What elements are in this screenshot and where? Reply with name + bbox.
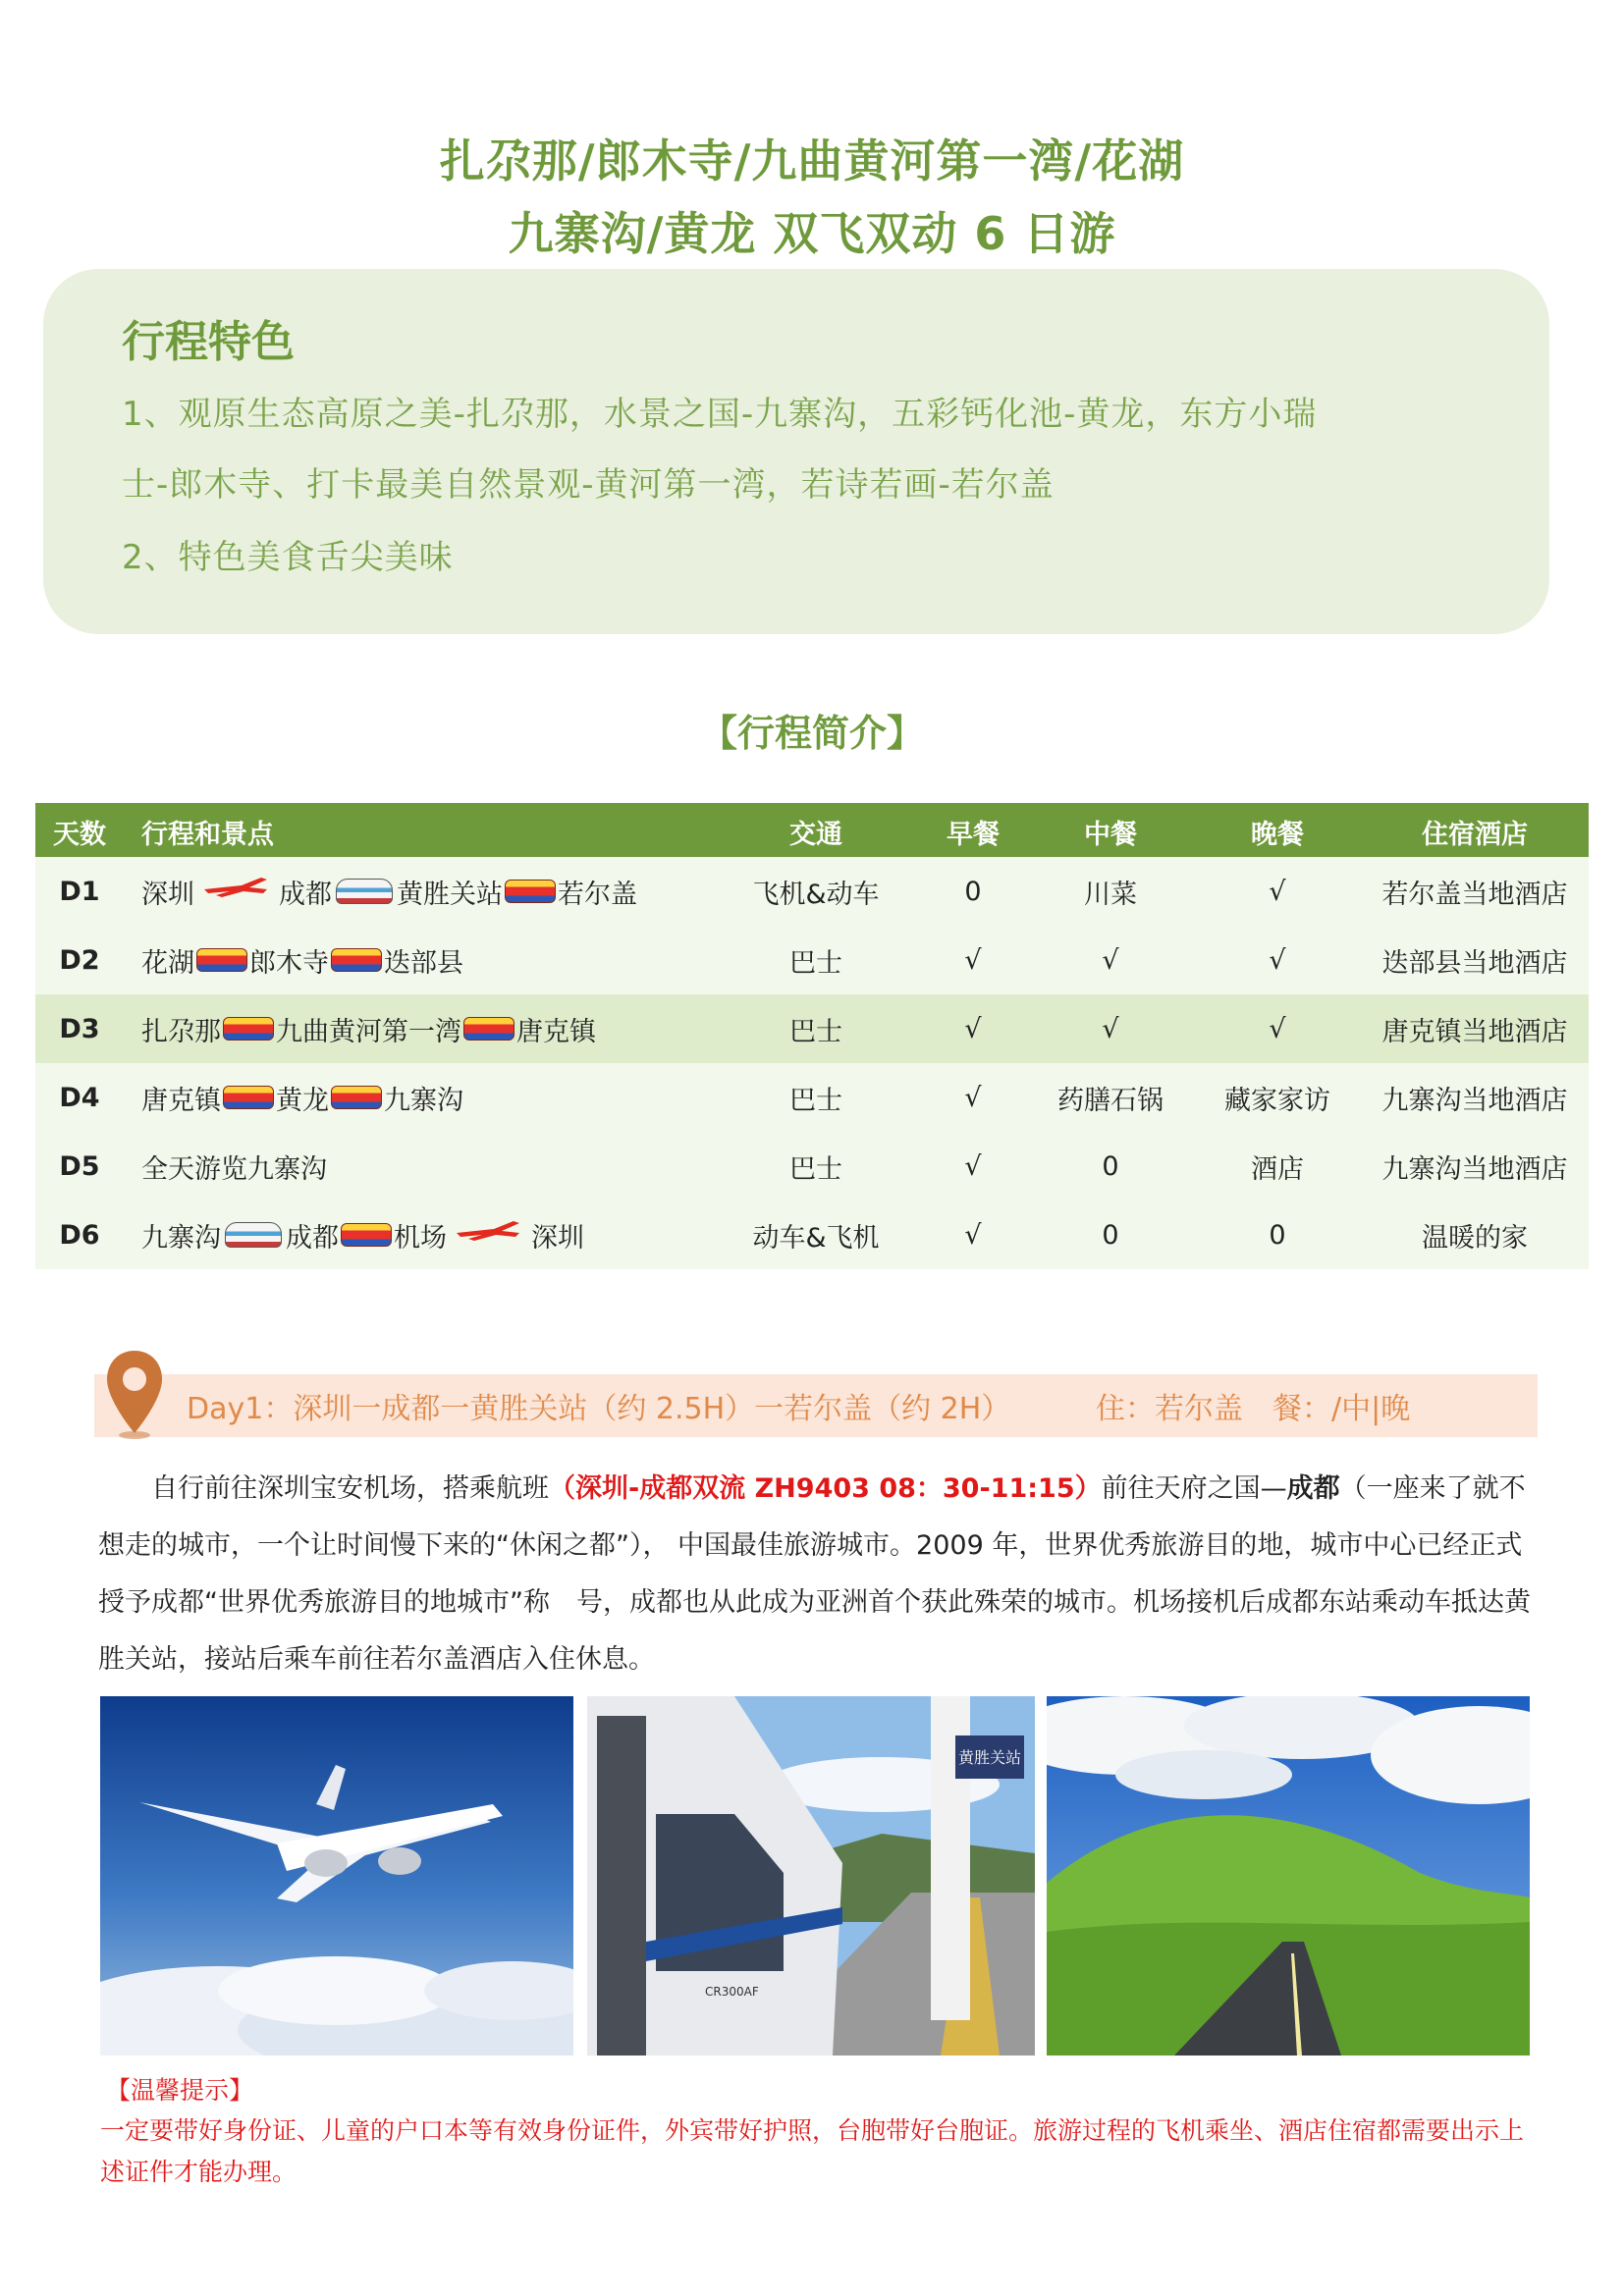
itinerary-row	[35, 926, 1589, 994]
tips-body: 一定要带好身份证、儿童的户口本等有效身份证件，外宾带好护照，台胞带好台胞证。旅游过程的飞机乘坐、酒店住宿都需要出示上述证件才能办理。	[100, 2116, 1525, 2186]
page-title-line-2: 九寨沟/黄龙 双飞双动 6 日游	[508, 207, 1116, 260]
transport-cell: 巴士	[789, 1016, 842, 1047]
train-station-photo	[587, 1696, 1035, 2056]
dinner-cell: √	[1269, 1013, 1286, 1044]
route-cell	[141, 1132, 691, 1201]
route-stop: 九曲黄河第一湾	[276, 1016, 461, 1047]
features-heading: 行程特色	[122, 317, 295, 367]
breakfast-cell: √	[964, 1082, 982, 1113]
transport-cell: 巴士	[789, 1153, 842, 1185]
route-cell	[141, 926, 691, 994]
route-stop: 唐克镇	[516, 1016, 596, 1047]
day-number: D4	[59, 1082, 100, 1113]
day-number: D3	[59, 1013, 100, 1044]
route-stop: 若尔盖	[558, 879, 637, 910]
hotel-cell: 九寨沟当地酒店	[1381, 1085, 1568, 1116]
itinerary-row	[35, 994, 1589, 1063]
airplane-photo	[100, 1696, 573, 2056]
route-stop: 深圳	[531, 1222, 584, 1254]
breakfast-cell: 0	[964, 876, 982, 907]
bus-icon	[223, 1086, 274, 1109]
route-stop: 唐克镇	[141, 1085, 221, 1116]
route-stop: 成都	[279, 879, 332, 910]
page-title-line-1: 扎尕那/郎木寺/九曲黄河第一湾/花湖	[439, 134, 1185, 187]
transport-cell: 巴士	[789, 1085, 842, 1116]
tips-heading: 【温馨提示】	[106, 2076, 254, 2105]
day1-stay-meals: 住：若尔盖 餐：/中|晚	[1096, 1392, 1411, 1426]
hotel-cell: 若尔盖当地酒店	[1381, 879, 1568, 910]
header-transport: 交通	[789, 819, 842, 850]
breakfast-cell: √	[964, 1013, 982, 1044]
breakfast-cell: √	[964, 1219, 982, 1251]
feature-line-3: 2、特色美食舌尖美味	[122, 538, 454, 577]
route-stop: 全天游览九寨沟	[141, 1153, 327, 1185]
lunch-cell: √	[1102, 944, 1119, 976]
header-route: 行程和景点	[141, 819, 274, 850]
route-cell	[141, 857, 691, 926]
itinerary-row	[35, 1132, 1589, 1201]
hotel-cell: 九寨沟当地酒店	[1381, 1153, 1568, 1185]
dinner-cell: √	[1269, 944, 1286, 976]
hotel-cell: 迭部县当地酒店	[1381, 947, 1568, 979]
feature-line-2: 士-郎木寺、打卡最美自然景观-黄河第一湾，若诗若画-若尔盖	[122, 465, 1055, 505]
route-stop: 黄龙	[276, 1085, 329, 1116]
itinerary-row	[35, 1063, 1589, 1132]
itinerary-row	[35, 857, 1589, 926]
itinerary-table	[35, 803, 1589, 1269]
itinerary-header-row	[35, 806, 1589, 857]
hotel-cell: 唐克镇当地酒店	[1381, 1016, 1568, 1047]
dinner-cell: √	[1269, 876, 1286, 907]
lunch-cell: 川菜	[1084, 879, 1137, 910]
day1-mid: 前往天府之国—	[1101, 1473, 1287, 1504]
bus-icon	[331, 948, 382, 972]
header-hotel: 住宿酒店	[1422, 819, 1528, 850]
header-day: 天数	[53, 819, 106, 850]
route-cell	[141, 1063, 691, 1132]
train-icon	[336, 879, 393, 904]
header-lunch: 中餐	[1084, 819, 1137, 850]
route-stop: 迭部县	[384, 947, 463, 979]
transport-cell: 飞机&动车	[752, 879, 880, 910]
train-number: CR300AF	[705, 1985, 759, 1999]
location-pin-icon	[102, 1347, 167, 1441]
day1-city: 成都	[1286, 1473, 1340, 1504]
day-number: D6	[59, 1219, 100, 1251]
features-panel	[43, 269, 1549, 634]
dinner-cell: 藏家家访	[1224, 1085, 1330, 1116]
day1-intro: 自行前往深圳宝安机场，搭乘航班	[151, 1473, 549, 1504]
day-number: D5	[59, 1150, 100, 1182]
header-dinner: 晚餐	[1251, 819, 1304, 850]
transport-cell: 巴士	[789, 947, 842, 979]
dinner-cell: 酒店	[1251, 1153, 1304, 1185]
header-breakfast: 早餐	[947, 819, 1000, 850]
bus-icon	[341, 1223, 392, 1247]
route-stop: 花湖	[141, 947, 194, 979]
breakfast-cell: √	[964, 1150, 982, 1182]
day1-title: Day1：深圳一成都一黄胜关站（约 2.5H）一若尔盖（约 2H）	[187, 1392, 1011, 1426]
lunch-cell: 药膳石锅	[1057, 1085, 1164, 1116]
bus-icon	[331, 1086, 382, 1109]
day1-banner	[94, 1374, 1538, 1437]
itinerary-row	[35, 1201, 1589, 1269]
lunch-cell: √	[1102, 1013, 1119, 1044]
airplane-icon	[447, 1219, 531, 1252]
itinerary-body	[35, 857, 1589, 1269]
route-cell	[141, 994, 691, 1063]
route-stop: 深圳	[141, 879, 194, 910]
route-stop: 九寨沟	[384, 1085, 463, 1116]
day-number: D1	[59, 876, 100, 907]
route-stop: 扎尕那	[141, 1016, 221, 1047]
train-icon	[225, 1222, 282, 1248]
hotel-cell: 温暖的家	[1422, 1222, 1528, 1254]
lunch-cell: 0	[1102, 1150, 1119, 1182]
route-stop: 九寨沟	[141, 1222, 221, 1254]
lunch-cell: 0	[1102, 1219, 1119, 1251]
station-sign: 黄胜关站	[957, 1748, 1022, 1767]
itinerary-section-title: 【行程简介】	[699, 712, 924, 755]
route-stop: 郎木寺	[249, 947, 329, 979]
day-number: D2	[59, 944, 100, 976]
bus-icon	[505, 880, 556, 903]
route-stop: 黄胜关站	[397, 879, 503, 910]
bus-icon	[196, 948, 247, 972]
airplane-icon	[194, 876, 279, 908]
dinner-cell: 0	[1269, 1219, 1286, 1251]
transport-cell: 动车&飞机	[752, 1222, 880, 1254]
grassland-road-photo	[1047, 1696, 1530, 2056]
feature-line-1: 1、观原生态高原之美-扎尕那，水景之国-九寨沟，五彩钙化池-黄龙，东方小瑞	[122, 395, 1318, 434]
day1-rest: （一座来了就不想走的城市，一个让时间慢下来的“休闲之都”）， 中国最佳旅游城市。2009 年，世界优秀旅游目的地，城市中心已经正式授予成都“世界优秀旅游目的地城市”称 号，成都也从此成为亚洲首个获此殊荣的城市。机场接机后成都东站乘动车抵达黄胜关站，接站后乘车前往若尔盖酒店入住休息。	[98, 1473, 1531, 1675]
bus-icon	[223, 1017, 274, 1041]
route-stop: 机场	[394, 1222, 447, 1254]
breakfast-cell: √	[964, 944, 982, 976]
day1-flight: （深圳-成都双流 ZH9403 08：30-11:15）	[549, 1473, 1102, 1504]
bus-icon	[463, 1017, 514, 1041]
day1-description	[98, 1461, 1536, 1688]
route-cell	[141, 1201, 691, 1269]
route-stop: 成都	[286, 1222, 339, 1254]
